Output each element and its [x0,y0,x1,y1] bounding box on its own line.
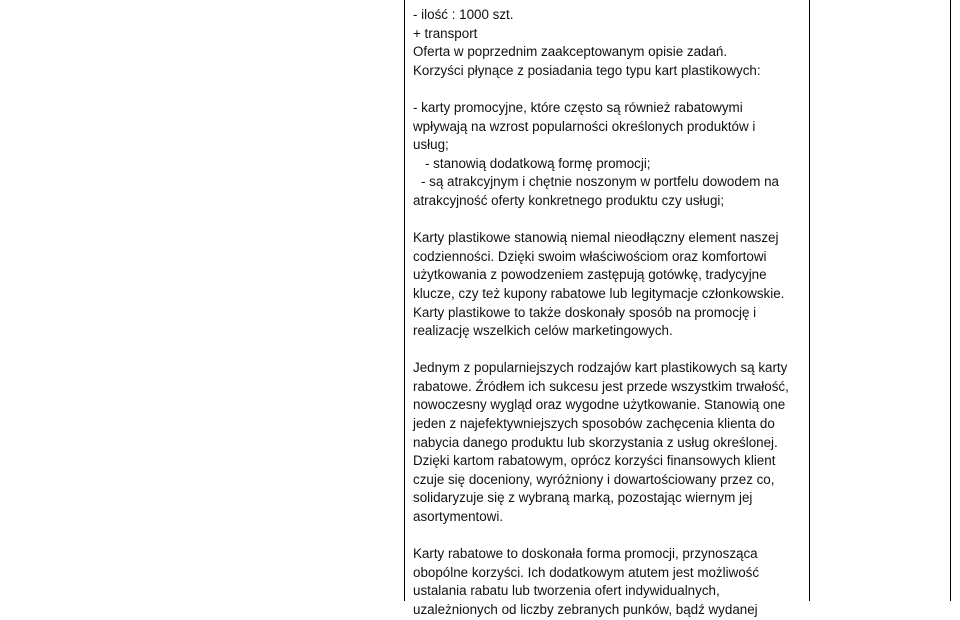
paragraph-line: rabatowe. Źródłem ich sukcesu jest przede wszystkim trwałość, [413,378,789,394]
paragraph-line: czuje się doceniony, wyróżniony i dowartościowany przez co, [413,471,775,487]
paragraph-gap [413,80,795,99]
table-border-left [404,0,405,601]
paragraph-line: uzależnionych od liczby zebranych punków, bądź wydanej [413,602,758,617]
paragraph-line: nabycia danego produktu lub skorzystania z usług określonej. [413,434,778,450]
paragraph-line: solidaryzuje się z wybraną marką, pozostając wiernym jej [413,490,753,506]
text-line-benefit-1c: usług; [413,137,449,153]
text-line-offer: Oferta w poprzednim zaakceptowanym opisie zadań. [413,44,728,60]
paragraph-plastic-cards [413,229,795,341]
paragraph-discount-cards [413,359,795,526]
paragraph-line: Karty plastikowe stanowią niemal nieodłączny element naszej [413,230,779,246]
text-line-benefit-3a: - są atrakcyjnym i chętnie noszonym w portfelu dowodem na [421,174,779,190]
document-table-cell [413,6,795,620]
text-line-benefits-heading: Korzyści płynące z posiadania tego typu kart plastikowych: [413,62,761,78]
text-line-benefit-1b: wpływają na wzrost popularności określonych produktów i [413,118,756,134]
table-border-middle [809,0,810,601]
paragraph-gap [413,211,795,230]
paragraph-line: nowoczesny wygląd oraz wygodne użytkowanie. Stanowią one [413,397,786,413]
paragraph-line: jeden z najefektywniejszych sposobów zachęcenia klienta do [413,416,775,432]
text-line-benefit-2: - stanowią dodatkową formę promocji; [425,155,651,171]
paragraph-line: Karty rabatowe to doskonała forma promocji, przynosząca [413,546,758,562]
paragraph-line: obopólne korzyści. Ich dodatkowym atutem jest możliwość [413,564,760,580]
text-line-transport: + transport [413,25,478,41]
text-line-quantity: - ilość : 1000 szt. [413,7,514,22]
paragraph-line: codzienności. Dzięki swoim właściwościom oraz komfortowi [413,248,767,264]
paragraph-gap [413,527,795,546]
text-line-benefit-1a: - karty promocyjne, które często są również rabatowymi [413,99,743,115]
paragraph-line: Karty plastikowe to także doskonały sposób na promocję i [413,304,757,320]
table-border-right [950,0,951,601]
paragraph-line: asortymentowi. [413,509,504,525]
paragraph-discount-promotion [413,545,795,619]
paragraph-line: klucze, czy też kupony rabatowe lub legitymacje członkowskie. [413,285,785,301]
paragraph-line: Dzięki kartom rabatowym, oprócz korzyści finansowych klient [413,453,776,469]
text-line-benefit-3b: atrakcyjność oferty konkretnego produktu czy usługi; [413,192,725,208]
paragraph-line: realizację wszelkich celów marketingowych. [413,323,673,339]
paragraph-line: Jednym z popularniejszych rodzajów kart plastikowych są karty [413,360,788,376]
paragraph-line: ustalania rabatu lub tworzenia ofert indywidualnych, [413,583,720,599]
paragraph-line: użytkowania z powodzeniem zastępują gotówkę, tradycyjne [413,267,767,283]
paragraph-gap [413,341,795,360]
